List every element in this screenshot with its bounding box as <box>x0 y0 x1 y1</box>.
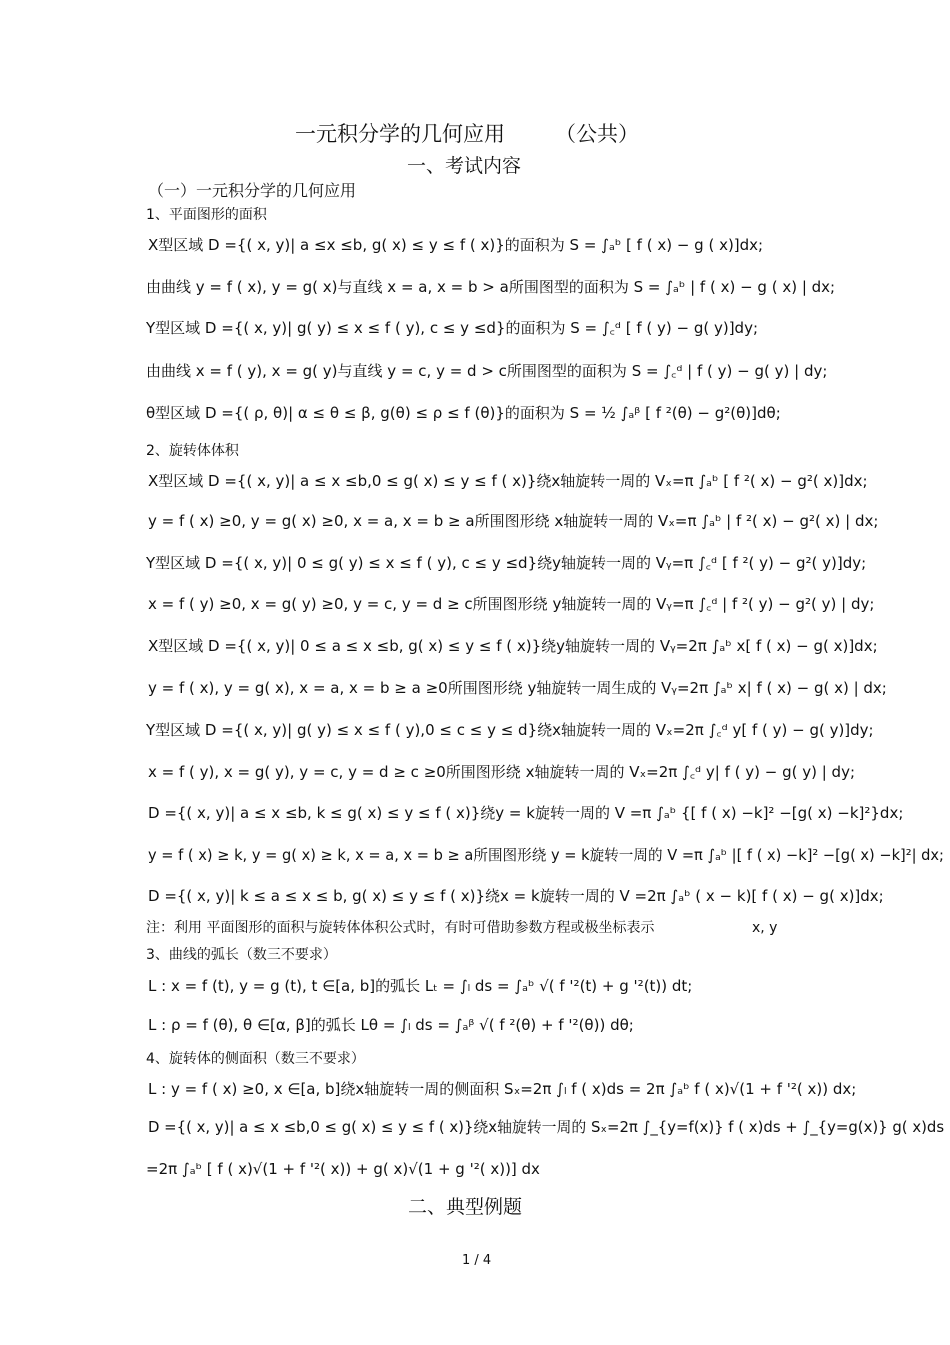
section-surface: 4、旋转体的侧面积（数三不要求） <box>146 1051 365 1067</box>
volume-formula-2: y = f ( x) ≥0, y = g( x) ≥0, x = a, x = b ≥ a所围图形绕 x轴旋转一周的 Vₓ=π ∫ₐᵇ | f ²( x) − g²( x) | dx; <box>148 512 879 530</box>
area-formula-x: X型区域 D ={( x, y)| a ≤x ≤b, g( x) ≤ y ≤ f ( x)}的面积为 S = ∫ₐᵇ [ f ( x) − g ( x)]dx; <box>148 236 764 254</box>
volume-formula-5: X型区域 D ={( x, y)| 0 ≤ a ≤ x ≤b, g( x) ≤ y ≤ f ( x)}绕y轴旋转一周的 Vᵧ=2π ∫ₐᵇ x[ f ( x) − g( x)]dx; <box>148 637 878 655</box>
surface-formula-1: L : y = f ( x) ≥0, x ∈[a, b]绕x轴旋转一周的侧面积 Sₓ=2π ∫ₗ f ( x)ds = 2π ∫ₐᵇ f ( x)√(1 + f '²( x)) dx; <box>148 1080 857 1098</box>
volume-formula-8: x = f ( y), x = g( y), y = c, y = d ≥ c ≥0所围图形绕 x轴旋转一周的 Vₓ=2π ∫꜀ᵈ y| f ( y) − g( y) | dy; <box>148 763 856 781</box>
volume-formula-1: X型区域 D ={( x, y)| a ≤ x ≤b,0 ≤ g( x) ≤ y ≤ f ( x)}绕x轴旋转一周的 Vₓ=π ∫ₐᵇ [ f ²( x) − g²( x)]dx; <box>148 472 868 490</box>
volume-formula-9: D ={( x, y)| a ≤ x ≤b, k ≤ g( x) ≤ y ≤ f ( x)}绕y = k旋转一周的 V =π ∫ₐᵇ {[ f ( x) −k]² −[g( x) −k]²}dx; <box>148 804 904 822</box>
arc-formula-parametric: L : x = f (t), y = g (t), t ∈[a, b]的弧长 Lₜ = ∫ₗ ds = ∫ₐᵇ √( f '²(t) + g '²(t)) dt; <box>148 977 693 995</box>
area-formula-curves-y: 由曲线 x = f ( y), x = g( y)与直线 y = c, y = d > c所围图型的面积为 S = ∫꜀ᵈ | f ( y) − g( y) | dy; <box>146 362 828 380</box>
usage-note: 注：利用 平面图形的面积与旋转体体积公式时，有时可借助参数方程或极坐标表示 <box>146 920 655 936</box>
page-title: 一元积分学的几何应用 <box>295 122 505 146</box>
volume-formula-4: x = f ( y) ≥0, x = g( y) ≥0, y = c, y = d ≥ c所围图形绕 y轴旋转一周的 Vᵧ=π ∫꜀ᵈ | f ²( y) − g²( y) | dy; <box>148 595 875 613</box>
page-number: 1 / 4 <box>462 1253 492 1268</box>
area-formula-curves-x: 由曲线 y = f ( x), y = g( x)与直线 x = a, x = b > a所围图型的面积为 S = ∫ₐᵇ | f ( x) − g ( x) | dx; <box>146 278 836 296</box>
section-arc-length: 3、曲线的弧长（数三不要求） <box>146 947 337 963</box>
surface-formula-3: =2π ∫ₐᵇ [ f ( x)√(1 + f '²( x)) + g( x)√(1 + g '²( x))] dx <box>146 1160 540 1178</box>
volume-formula-11: D ={( x, y)| k ≤ a ≤ x ≤ b, g( x) ≤ y ≤ f ( x)}绕x = k旋转一周的 V =2π ∫ₐᵇ ( x − k)[ f ( x) − g( x)]dx; <box>148 887 884 905</box>
volume-formula-3: Y型区域 D ={( x, y)| 0 ≤ g( y) ≤ x ≤ f ( y), c ≤ y ≤d}绕y轴旋转一周的 Vᵧ=π ∫꜀ᵈ [ f ²( y) − g²( y)]dy; <box>146 554 867 572</box>
volume-formula-6: y = f ( x), y = g( x), x = a, x = b ≥ a ≥0所围图形绕 y轴旋转一周生成的 Vᵧ=2π ∫ₐᵇ x| f ( x) − g( x) | dx; <box>148 679 887 697</box>
section-area: 1、平面图形的面积 <box>146 207 267 223</box>
area-formula-y: Y型区域 D ={( x, y)| g( y) ≤ x ≤ f ( y), c ≤ y ≤d}的面积为 S = ∫꜀ᵈ [ f ( y) − g( y)]dy; <box>146 319 759 337</box>
section-volume: 2、旋转体体积 <box>146 443 239 459</box>
surface-formula-2: D ={( x, y)| a ≤ x ≤b,0 ≤ g( x) ≤ y ≤ f ( x)}绕x轴旋转一周的 Sₓ=2π ∫_{y=f(x)} f ( x)ds + ∫_{y=g(x)} g( x)ds <box>148 1118 945 1136</box>
part2-heading: 二、典型例题 <box>408 1196 523 1218</box>
page-title-tag: （公共） <box>555 122 639 146</box>
volume-formula-7: Y型区域 D ={( x, y)| g( y) ≤ x ≤ f ( y),0 ≤ c ≤ y ≤ d}绕x轴旋转一周的 Vₓ=2π ∫꜀ᵈ y[ f ( y) − g( y)]dy; <box>146 721 874 739</box>
area-formula-polar: θ型区域 D ={( ρ, θ)| α ≤ θ ≤ β, g(θ) ≤ ρ ≤ f (θ)}的面积为 S = ½ ∫ₐᵝ [ f ²(θ) − g²(θ)]dθ; <box>146 404 781 422</box>
volume-formula-10: y = f ( x) ≥ k, y = g( x) ≥ k, x = a, x = b ≥ a所围图形绕 y = k旋转一周的 V =π ∫ₐᵇ |[ f ( x) −k]² −[g( x) −k]²| dx; <box>148 846 944 864</box>
sub1-heading: （一）一元积分学的几何应用 <box>148 181 357 200</box>
arc-formula-polar: L : ρ = f (θ), θ ∈[α, β]的弧长 Lθ = ∫ₗ ds = ∫ₐᵝ √( f ²(θ) + f '²(θ)) dθ; <box>148 1016 634 1034</box>
part1-heading: 一、考试内容 <box>407 155 522 177</box>
usage-note-vars: x, y <box>752 920 778 936</box>
